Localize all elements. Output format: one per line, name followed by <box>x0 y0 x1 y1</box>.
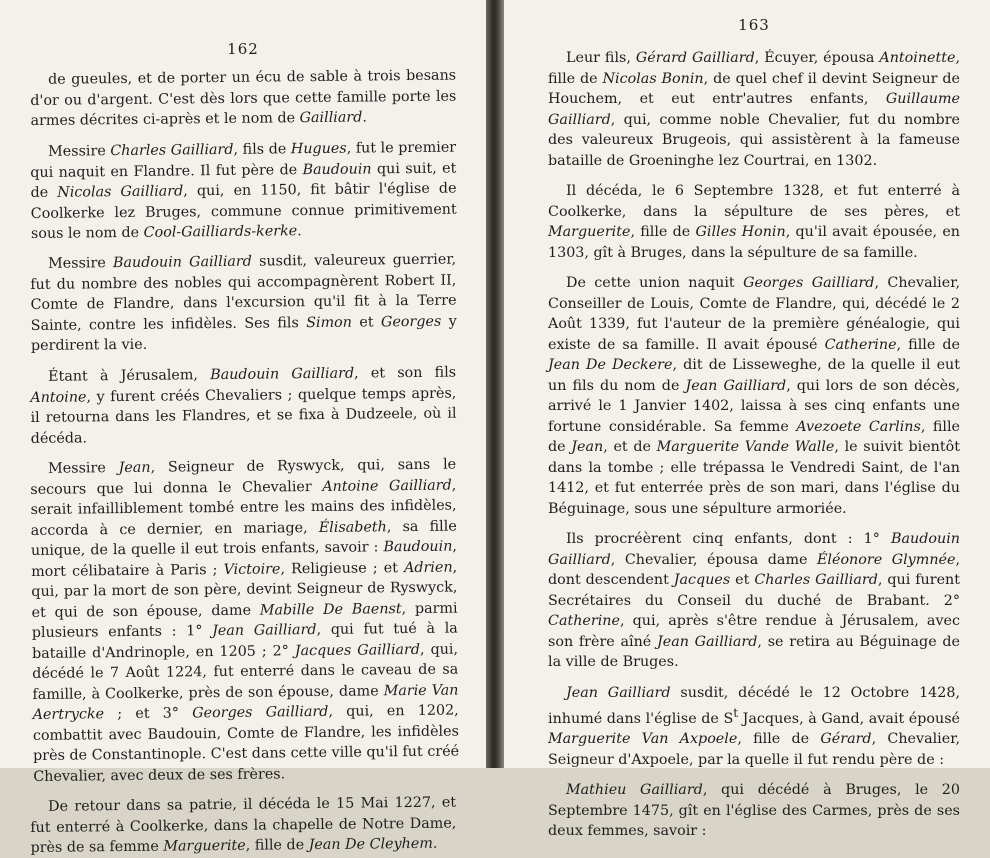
paragraph: Leur fils, Gérard Gailliard, Écuyer, épousa Antoinette, fille de Nicolas Bonin, de quel chef il devint Seigneur de Houchem, et eut entr'autres enfants, Guillaume Gailliard, qui, comme noble Chevalier, fut du nombre des valeureux Brugeois, qui assistèrent à la fameuse bataille de Groeninghe lez Courtrai, en 1302. <box>548 50 961 169</box>
paragraph: De cette union naquit Georges Gailliard, Chevalier, Conseiller de Louis, Comte de Flandre, qui, décédé le 2 Août 1339, fut l'auteur de la première généalogie, qui existe de sa famille. Il avait épousé Catherine, fille de Jean De Deckere, dit de Lisseweghe, de la quelle il eut un fils du nom de Jean Gailliard, qui lors de son décès, arrivé le 1 Janvier 1402, laissa à ses cinq enfants une fortune considérable. Sa femme Avezoete Carlins, fille de Jean, et de Marguerite Vande Walle, le suivit bientôt dans la tombe ; elle trépassa le Vendredi Saint, de l'an 1412, et fut enterrée près de son mari, dans l'église du Béguinage, sous une sépulture armoriée. <box>548 275 961 517</box>
paragraph: Mathieu Gailliard, qui décédé à Bruges, le 20 Septembre 1475, gît en l'église des Carmes, près de ses deux femmes, savoir : <box>548 782 960 840</box>
right-page-number: 163 <box>738 16 770 34</box>
paragraph: Messire Charles Gailliard, fils de Hugues, fut le premier qui naquit en Flandre. Il fut père de Baudouin qui suit, et de Nicolas Gailliard, qui, en 1150, fit bâtir l'église de Coolkerke lez Bruges, commune connue primitivement sous le nom de Cool-Gailliards-kerke. <box>30 139 457 242</box>
right-page-body <box>548 48 960 842</box>
left-page <box>0 0 486 856</box>
right-page <box>504 0 990 840</box>
paragraph: Messire Jean, Seigneur de Ryswyck, qui, sans le secours que lui donna le Chevalier Antoine Gailliard, serait infailliblement tombé entre les mains des infidèles, accorda à ce dernier, en mariage, Élisabeth, sa fille unique, de la quelle il eut trois enfants, savoir : Baudouin, mort célibataire à Paris ; Victoire, Religieuse ; et Adrien, qui, par la mort de son père, devint Seigneur de Ryswyck, et qui de son épouse, dame Mabille De Baenst, parmi plusieurs enfants : 1° Jean Gailliard, qui fut tué à la bataille d'Andrinople, en 1205 ; 2° Jacques Gailliard, qui, décédé le 7 Août 1224, fut enterré dans le caveau de sa famille, à Coolkerke, près de son épouse, dame Marie Van Aertrycke ; et 3° Georges Gailliard, qui, en 1202, combattit avec Baudouin, Comte de Flandre, les infidèles près de Constantinople. C'est dans cette ville qu'il fut créé Chevalier, avec deux de ses frères. <box>30 456 460 784</box>
paragraph: De retour dans sa patrie, il décéda le 15 Mai 1227, et fut enterré à Coolkerke, dans la chapelle de Notre Dame, près de sa femme Marguerite, fille de Jean De Cleyhem. <box>30 794 457 856</box>
paragraph: de gueules, et de porter un écu de sable à trois besans d'or ou d'argent. C'est dès lors que cette famille porte les armes décrites ci-après et le nom de Gailliard. <box>30 67 457 129</box>
paragraph: Messire Baudouin Gailliard susdit, valeureux guerrier, fut du nombre des nobles qui accompagnèrent Robert II, Comte de Flandre, dans l'excursion qu'il fit à la Terre Sainte, contre les infidèles. Ses fils Simon et Georges y perdirent la vie. <box>30 251 457 354</box>
left-page-body <box>30 67 460 858</box>
paragraph: Étant à Jérusalem, Baudouin Gailliard, et son fils Antoine, y furent créés Chevaliers ; quelque temps après, il retourna dans les Flandres, et se fixa à Dudzeele, où il décéda. <box>30 364 457 446</box>
paragraph: Il décéda, le 6 Septembre 1328, et fut enterré à Coolkerke, dans la sépulture de ses pères, et Marguerite, fille de Gilles Honin, qu'il avait épousée, en 1303, gît à Bruges, dans la sépulture de sa famille. <box>548 183 961 261</box>
paragraph: Jean Gailliard susdit, décédé le 12 Octobre 1428, inhumé dans l'église de $S^t$ Jacques, à Gand, avait épousé Marguerite Van Axpoele, fille de Gérard, Chevalier, Seigneur d'Axpoele, par la quelle il fut rendu père de : <box>548 684 961 768</box>
left-page-number: 162 <box>227 40 259 58</box>
book-gutter <box>486 0 504 768</box>
paragraph: Ils procréèrent cinq enfants, dont : 1° Baudouin Gailliard, Chevalier, épousa dame Éléonore Glymnée, dont descendent Jacques et Charles Gailliard, qui furent Secrétaires du Conseil du duché de Brabant. 2° Catherine, qui, après s'être rendue à Jérusalem, avec son frère aîné Jean Gailliard, se retira au Béguinage de la ville de Bruges. <box>548 531 961 670</box>
